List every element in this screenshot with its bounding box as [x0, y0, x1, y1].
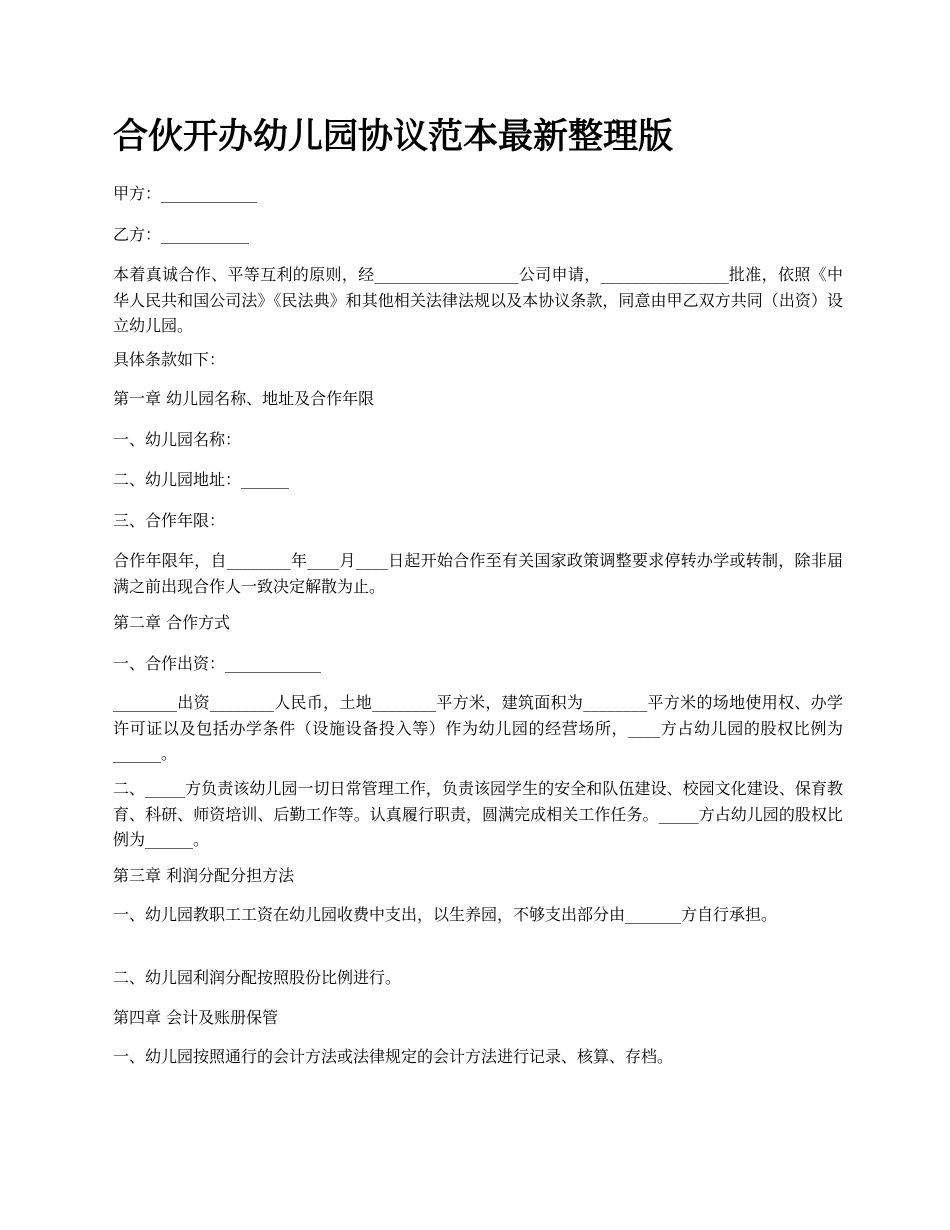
- salary-paragraph: 一、幼儿园教职工工资在幼儿园收费中支出，以生养园，不够支出部分由_______方自行承担。: [113, 905, 778, 924]
- chapter-2-heading: 第二章 合作方式: [113, 613, 231, 632]
- profit-distribution-line: 二、幼儿园利润分配按照股份比例进行。: [113, 968, 402, 987]
- investment-paragraph: ________出资________人民币，土地________平方米，建筑面积为________平方米的场地使用权、办学许可证以及包括办学条件（设施设备投入等）作为幼儿园的经营场所，____方占幼儿园的股权比例为______。: [113, 693, 843, 763]
- document-title: 合伙开办幼儿园协议范本最新整理版: [113, 117, 674, 157]
- preamble-paragraph: 本着真诚合作、平等互利的原则，经__________________公司申请，________________批准，依照《中华人民共和国公司法》《民法典》和其他相关法律法规以及本协议条款，同意由甲乙双方共同（出资）设立幼儿园。: [113, 265, 843, 335]
- chapter-1-heading: 第一章 幼儿园名称、地址及合作年限: [113, 389, 375, 408]
- investment-line: 一、合作出资：____________: [113, 654, 322, 673]
- cooperation-term-line: 三、合作年限：: [113, 511, 226, 530]
- accounting-line: 一、幼儿园按照通行的会计方法或法律规定的会计方法进行记录、核算、存档。: [113, 1047, 674, 1066]
- chapter-4-heading: 第四章 会计及账册保管: [113, 1008, 279, 1027]
- party-a-line: 甲方：____________: [113, 184, 258, 203]
- chapter-3-heading: 第三章 利润分配分担方法: [113, 866, 295, 885]
- management-paragraph: 二、_____方负责该幼儿园一切日常管理工作，负责该园学生的安全和队伍建设、校园文化建设、保育教育、科研、师资培训、后勤工作等。认真履行职责，圆满完成相关工作任务。_____方占幼儿园的股权比例为______。: [113, 779, 843, 849]
- kindergarten-address-line: 二、幼儿园地址：______: [113, 470, 290, 489]
- kindergarten-name-line: 一、幼儿园名称：: [113, 430, 242, 449]
- terms-intro: 具体条款如下：: [113, 350, 226, 369]
- cooperation-term-paragraph: 合作年限年，自________年____月____日起开始合作至有关国家政策调整要求停转办学或转制，除非届满之前出现合作人一致决定解散为止。: [113, 551, 843, 596]
- party-b-line: 乙方：___________: [113, 225, 250, 244]
